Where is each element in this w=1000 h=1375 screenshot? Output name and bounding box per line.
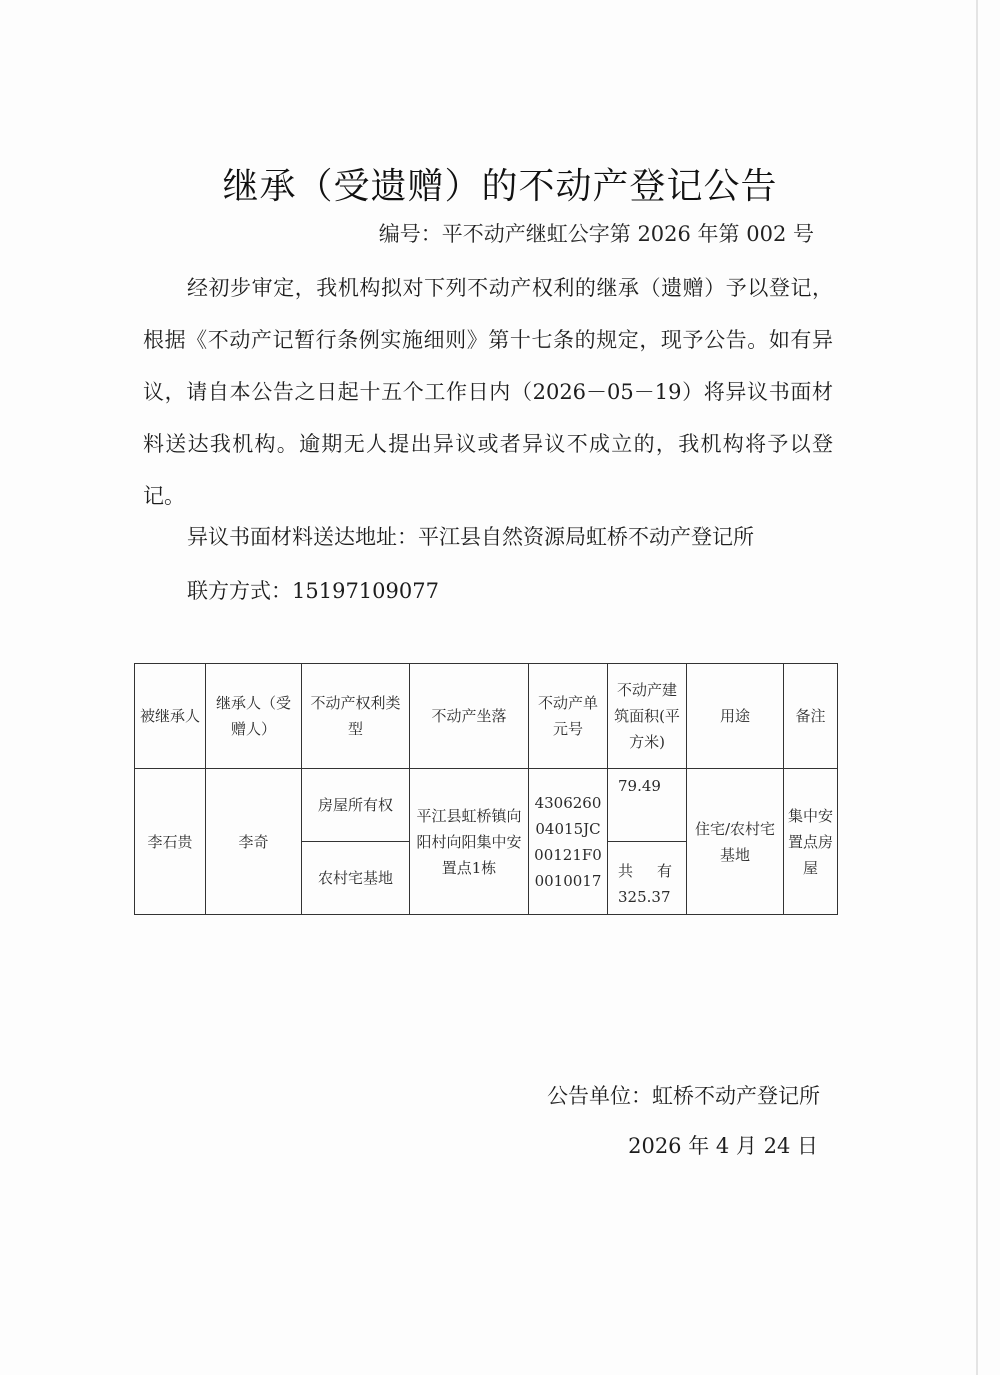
header-area: 不动产建筑面积(平方米) — [608, 664, 687, 769]
table-row — [135, 769, 838, 842]
address-label: 异议书面材料送达地址： — [187, 525, 418, 549]
document-number: 编号：平不动产继虹公字第 2026 年第 002 号 — [378, 222, 814, 246]
contact-value: 15197109077 — [292, 579, 439, 603]
cell-remark: 集中安置点房屋 — [784, 769, 838, 915]
area-share-word-a: 共 — [618, 862, 634, 880]
notice-paragraph-text: 经初步审定，我机构拟对下列不动产权利的继承（遗赠）予以登记，根据《不动产记暂行条例实施细则》第十七条的规定，现予公告。如有异议，请自本公告之日起十五个工作日内（2026－05－19）将异议书面材料送达我机构。逾期无人提出异议或者异议不成立的，我机构将予以登记。 — [143, 276, 833, 508]
header-unit-no: 不动产单元号 — [529, 664, 608, 769]
issuer: 公告单位：虹桥不动产登记所 — [547, 1084, 820, 1108]
cell-area-1: 79.49 — [608, 769, 687, 842]
contact-label: 联方方式： — [187, 579, 292, 603]
area-share-words — [618, 858, 682, 884]
cell-area-2 — [608, 842, 687, 915]
header-heir: 继承人（受赠人） — [206, 664, 302, 769]
table-header-row — [135, 664, 838, 769]
header-remark: 备注 — [784, 664, 838, 769]
header-decedent: 被继承人 — [135, 664, 206, 769]
cell-right-type-2: 农村宅基地 — [302, 842, 410, 915]
header-usage: 用途 — [687, 664, 784, 769]
cell-unit-no: 430626004015JC00121F00010017 — [529, 769, 608, 915]
objection-address — [187, 520, 754, 554]
notice-paragraph — [143, 262, 833, 522]
header-right-type: 不动产权利类型 — [302, 664, 410, 769]
cell-location: 平江县虹桥镇向阳村向阳集中安置点1栋 — [410, 769, 529, 915]
issue-date: 2026 年 4 月 24 日 — [628, 1134, 818, 1158]
page-title: 继承（受遗赠）的不动产登记公告 — [222, 166, 778, 207]
address-value: 平江县自然资源局虹桥不动产登记所 — [418, 525, 754, 549]
area-share-value: 325.37 — [618, 888, 671, 906]
area-share-word-b: 有 — [656, 862, 672, 880]
cell-usage: 住宅/农村宅基地 — [687, 769, 784, 915]
cell-heir: 李奇 — [206, 769, 302, 915]
cell-right-type-1: 房屋所有权 — [302, 769, 410, 842]
property-table — [134, 663, 838, 915]
contact-info — [187, 574, 439, 608]
header-location: 不动产坐落 — [410, 664, 529, 769]
cell-decedent: 李石贵 — [135, 769, 206, 915]
